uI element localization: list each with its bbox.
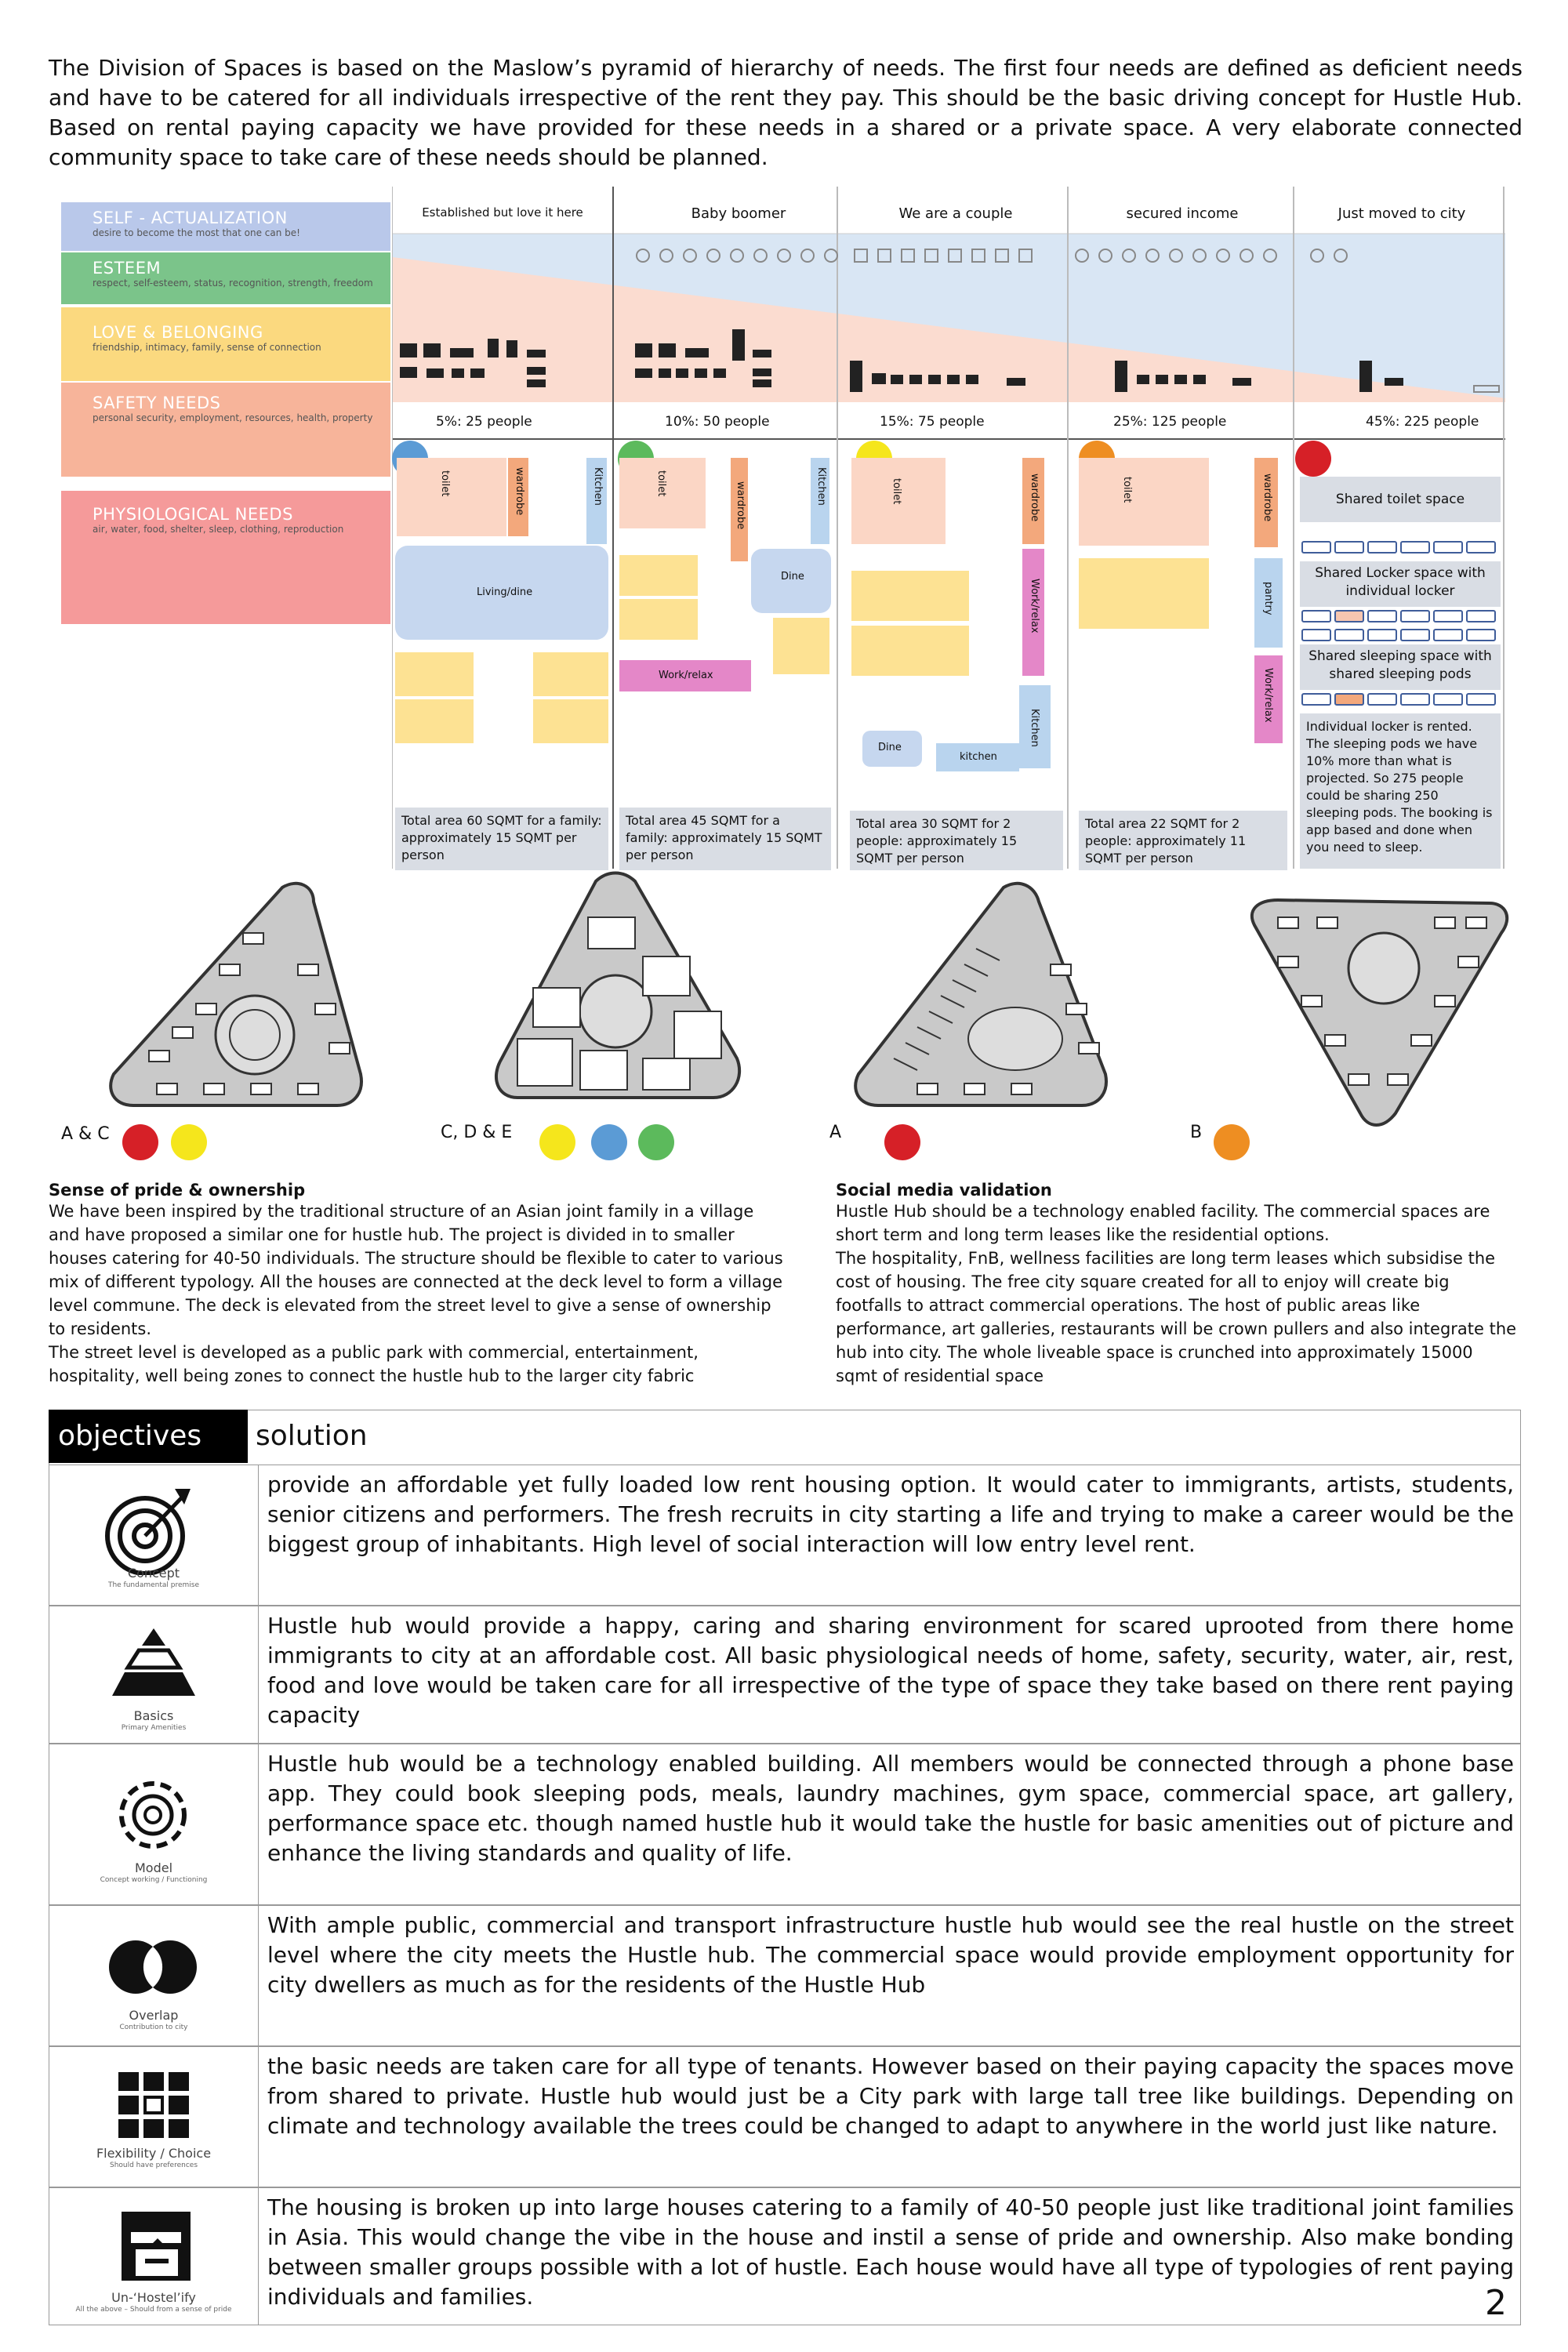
solution-text: The housing is broken up into large houses catering to a family of 40-50 people just like traditional joint families in Asia. This would change the vibe in the house and instil a sense of pride and ownership. Also make bonding between smaller groups possible with a lot of hustle. Each house would have all type of typologies of rent paying individuals and families. [267,2194,1514,2310]
pyramid-icon [103,1625,205,1704]
label-work-2: Work/relax [659,670,713,681]
pride-title: Sense of pride & ownership [49,1181,306,1200]
pct-2: 10%: 50 people [665,414,770,430]
tag-dot [884,1124,920,1160]
maslow-band-esteem: ESTEEM respect, self-esteem, status, recognition, strength, freedom [61,252,390,304]
label-toilet-4: toilet [1121,477,1133,503]
floor-plan-3 [847,878,1113,1113]
label-dine-2: Dine [781,571,804,583]
table-row: Basics Primary Amenities Hustle hub would provide a happy, caring and sharing environment for scared uprooted from there home immigrants to city at an affordable cost. All basic physiological needs of home, safety, security, water, air, rest, food and love would be taken care for all irrespective of the type of space they take based on there rent paying capacity [49,1606,1521,1744]
room-bed-3b [851,626,969,676]
room-bed-1d [533,699,608,743]
area-note-4: Total area 22 SQMT for 2 people: approximately 11 SQMT per person [1079,811,1287,870]
maslow-band-self: SELF - ACTUALIZATION desire to become the most that one can be! [61,202,390,251]
pod [1367,610,1397,622]
area-note-3: Total area 30 SQMT for 2 people: approximately 15 SQMT per person [850,811,1063,870]
tag-dot [171,1124,207,1160]
area-note-1: Total area 60 SQMT for a family: approximately 15 SQMT per person [395,808,608,870]
tag-dot [539,1124,575,1160]
pod [1367,541,1397,554]
shared-locker: Shared Locker space with individual locker [1300,561,1501,607]
shared-sleeping: Shared sleeping space with shared sleeping pods [1300,644,1501,690]
plan-tag-3: A [829,1123,842,1142]
label-dine-3: Dine [878,742,902,753]
area-note-2: Total area 45 SQMT for a family: approximately 15 SQMT per person [619,808,831,870]
pod [1466,693,1496,706]
label-pantry-4: pantry [1262,582,1274,615]
label-wardrobe-4: wardrobe [1261,474,1273,522]
pod [1400,629,1430,641]
label-toilet-3: toilet [891,478,902,505]
maslow-band-safety: SAFETY NEEDS personal security, employment, resources, health, property [61,383,390,477]
pod [1433,693,1463,706]
room-bed-1c [533,652,608,696]
floor-plan-4 [1247,894,1513,1129]
table-row: Concept The fundamental premise provide an affordable yet fully loaded low rent housing option. It would cater to immigrants, artists, students, senior citizens and performers. The fresh recruits in city starting a life and trying to make a career would be the biggest group of inhabitants. High level of social interaction will low entry level rent. [49,1465,1521,1606]
label-wardrobe-1: wardrobe [514,467,525,516]
pod [1334,610,1364,622]
floor-plan-2 [486,870,753,1113]
label-kitchen-3b: kitchen [960,751,997,763]
tag-dot [638,1124,674,1160]
column-head-2: Baby boomer [691,205,786,222]
social-body: Hustle Hub should be a technology enabled facility. The commercial spaces are short term and long term leases like the residential options. The hospitality, FnB, wellness facilities are long term leases which subsidise the cost of housing. The free city square created for all to enjoy will create big footfalls to attract commercial operations. The host of public areas like performance, art galleries, restaurants will be crown pullers and also integrate the hub into city. The whole liveable space is crunched into approximately 15000 sqmt of residential space [836,1202,1517,1385]
floor-plan-1 [102,878,368,1113]
pod [1466,610,1496,622]
room-bed-4 [1079,558,1209,629]
page-number: 2 [1485,2283,1507,2323]
pod [1466,629,1496,641]
social-section [836,1181,1518,1388]
tag-dot [591,1124,627,1160]
column-head-5: Just moved to city [1338,205,1466,222]
pod [1334,541,1364,554]
pod [1301,629,1331,641]
pod [1367,629,1397,641]
tag-dot [122,1124,158,1160]
gear-icon [104,1771,206,1857]
label-kitchen-3: Kitchen [1029,709,1040,747]
pod [1400,610,1430,622]
objectives-heading: objectives [49,1410,248,1463]
pod [1334,693,1364,706]
pct-3: 15%: 75 people [880,414,985,430]
pod [1301,541,1331,554]
room-toilet-1 [397,458,506,536]
room-bed-2c [773,618,829,674]
room-bed-3a [851,571,969,621]
label-kitchen-1: Kitchen [592,467,604,506]
room-toilet-4 [1079,458,1209,546]
solution-heading: solution [256,1420,368,1452]
room-bed-2a [619,555,698,596]
label-work-4: Work/relax [1262,668,1274,723]
label-toilet-2: toilet [655,470,667,497]
pod [1301,693,1331,706]
maslow-band-physio: PHYSIOLOGICAL NEEDS air, water, food, shelter, sleep, clothing, reproduction [61,491,390,624]
needs-chart [392,187,1505,877]
overlap-icon [92,1933,217,2003]
solution-text: With ample public, commercial and transport infrastructure hustle hub would see the real hustle on the street level where the city meets the Hustle hub. The commercial space would provide employment opportunity for city dwellers as much as for the residents of the Hustle Hub [267,1912,1514,1998]
pod [1400,541,1430,554]
label-wardrobe-3: wardrobe [1029,474,1040,522]
pod [1367,693,1397,706]
pod [1433,610,1463,622]
target-icon [93,1481,195,1575]
column-head-3: We are a couple [898,205,1013,222]
pod [1433,629,1463,641]
pod [1466,541,1496,554]
maslow-band-love: LOVE & BELONGING friendship, intimacy, family, sense of connection [61,307,390,381]
solution-text: Hustle hub would provide a happy, caring and sharing environment for scared uprooted from there home immigrants to city at an affordable cost. All basic physiological needs of home, safety, security, water, air, rest, food and love would be taken care for all irrespective of the type of space they take based on there rent paying capacity [267,1613,1514,1728]
shared-toilet: Shared toilet space [1300,477,1501,522]
room-bed-2b [619,599,698,640]
pct-1: 5%: 25 people [436,414,532,430]
solution-text: provide an affordable yet fully loaded low rent housing option. It would cater to immigrants, artists, students, senior citizens and performers. The fresh recruits in city starting a life and trying to make a career would be the biggest group of inhabitants. High level of social interaction will low entry level rent. [267,1472,1514,1557]
plan-tag-1: A & C [61,1124,110,1144]
pod [1334,629,1364,641]
table-row: Model Concept working / Functioning Hustle hub would be a technology enabled building. All members would be connected through a phone base app. They could book sleeping pods, meals, laundry machines, gym space, commercial space, art gallery, performance space etc. though named hustle hub it would take the hustle for basic amenities out of picture and enhance the living standards and quality of life. [49,1744,1521,1905]
grid-icon [117,2071,195,2141]
solution-text: the basic needs are taken care for all type of tenants. However based on their paying capacity the spaces move from shared to private. Hustle hub would just be a City park with large tall tree like buildings. Depending on climate and technology available the trees could be changed to adapt to anywhere in the world just like nature. [267,2053,1514,2139]
pod [1301,610,1331,622]
tag-dot [1214,1124,1250,1160]
pct-5: 45%: 225 people [1366,414,1479,430]
shared-note: Individual locker is rented. The sleeping pods we have 10% more than what is projected. So 275 people could be sharing 250 sleeping pods. The booking is app based and done when you need to sleep. [1300,713,1501,869]
pod [1400,693,1430,706]
label-kitchen-2: Kitchen [815,467,827,506]
table-row: Un-‘Hostel’ify All the above – Should from a sense of pride The housing is broken up into large houses catering to a family of 40-50 people just like traditional joint families in Asia. This would change the vibe in the house and instil a sense of pride and ownership. Also make bonding between smaller groups possible with a lot of hustle. Each house would have all type of typologies of rent paying individuals and families. [49,2187,1521,2325]
solution-text: Hustle hub would be a technology enabled building. All members would be connected through a phone base app. They could book sleeping pods, meals, laundry machines, gym space, commercial space, art gallery, performance space etc. though named hustle hub it would take the hustle for basic amenities out of picture and enhance the living standards and quality of life. [267,1751,1514,1866]
pct-4: 25%: 125 people [1113,414,1227,430]
face-icon [118,2209,197,2287]
room-bed-1b [395,699,474,743]
label-wardrobe-2: wardrobe [735,481,746,530]
pride-body: We have been inspired by the traditional structure of an Asian joint family in a village and have proposed a similar one for hustle hub. The project is divided in to smaller houses catering for 40-50 individuals. The structure should be flexible to cater to various mix of different typology. All the houses are connected at the deck level to form a village level commune. The deck is elevated from the street level to give a sense of ownership to residents. The street level is developed as a public park with commercial, entertainment, hospitality, well being zones to connect the hustle hub to the larger city fabric [49,1202,783,1385]
pride-section [49,1181,786,1388]
plan-tag-4: B [1190,1123,1203,1142]
room-bed-1a [395,652,474,696]
column-head-1: Established but love it here [422,205,583,220]
table-row: Flexibility / Choice Should have preferences the basic needs are taken care for all type of tenants. However based on their paying capacity the spaces move from shared to private. Hustle hub would just be a City park with large tall tree like buildings. Depending on climate and technology available the trees could be changed to adapt to anywhere in the world just like nature. [49,2046,1521,2187]
plan-tag-2: C, D & E [441,1123,513,1142]
label-living-1: Living/dine [477,586,533,598]
pod [1433,541,1463,554]
social-title: Social media validation [836,1181,1052,1200]
table-row: Overlap Contribution to city With ample public, commercial and transport infrastructure hustle hub would see the real hustle on the street level where the city meets the Hustle hub. The commercial space would provide employment opportunity for city dwellers as much as for the residents of the Hustle Hub [49,1905,1521,2046]
typology-dot-5 [1295,441,1331,477]
intro-paragraph: The Division of Spaces is based on the Maslow’s pyramid of hierarchy of needs. The first four needs are defined as deficient needs and have to be catered for all individuals irrespective of the rent they pay. This should be the basic driving concept for Hustle Hub. Based on rental paying capacity we have provided for these needs in a shared or a private space. A very elaborate connected community space to take care of these needs should be planned. [49,55,1523,170]
label-work-3: Work/relax [1029,579,1040,633]
column-head-4: secured income [1126,205,1239,222]
label-toilet-1: toilet [439,470,451,497]
